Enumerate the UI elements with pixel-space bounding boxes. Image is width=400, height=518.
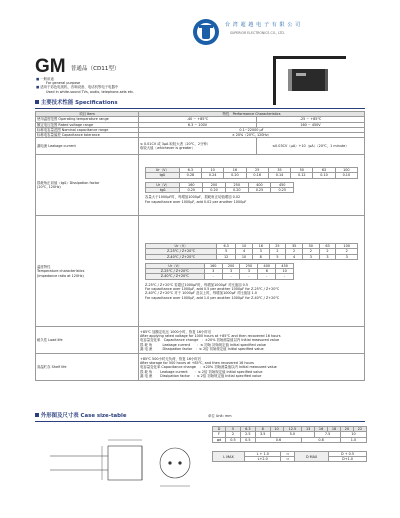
table-cell: 2 xyxy=(336,249,358,254)
table-cell: 0.20 xyxy=(224,173,246,178)
table-cell: 3 xyxy=(204,269,222,274)
table-cell: - xyxy=(204,274,222,279)
table-cell: 10 xyxy=(236,254,253,259)
table-cell: 16 xyxy=(252,244,269,249)
table-row xyxy=(36,216,365,327)
table-cell: D xyxy=(213,427,226,432)
series-model: GM xyxy=(35,56,66,77)
table-cell: 6.3 xyxy=(179,168,201,173)
case-drawing xyxy=(40,426,205,496)
table-cell: Ur（V） xyxy=(146,182,180,187)
product-photo-frame xyxy=(273,56,346,105)
table-cell: +85℃ 500小时无负荷，恢复 16小时后 After storage for 500 hours at +85℃, and then recovered 16 hours 电容量变化率 Capacitance change ：±20% 初始测量值以内 Initial measured value 损 耗 角 Leakage current ：≤ 2倍 初始规定值 Initial specified value 漏 电 流 Dissipation factor ：≤ 2倍 初始规定值 Initial specified value xyxy=(139,354,365,381)
table-cell: 2 xyxy=(269,249,286,254)
table-row xyxy=(36,138,365,155)
table-cell: 0.8 xyxy=(302,437,341,442)
table-cell: 100 xyxy=(336,244,358,249)
table-cell: Z-25℃ / Z+20℃ xyxy=(146,269,205,274)
table-cell: 160 xyxy=(180,182,203,187)
table-cell: 35 xyxy=(286,244,303,249)
table-cell: L + 1.0 xyxy=(245,451,281,456)
square-bullet-icon xyxy=(35,413,39,417)
table-cell: 8 xyxy=(252,254,269,259)
table-cell: 5 xyxy=(269,254,286,259)
table-cell: 10 xyxy=(340,432,366,437)
table-cell: φd xyxy=(213,437,226,442)
table-cell: 0.20 xyxy=(180,187,203,192)
table-cell: 3.5 xyxy=(255,432,270,437)
table-cell: Ur（V） 6.3 10 16 25 35 50 63 100 tgδ 0.28 0.24 0.20 0.16 0.14 0.12 0.10 0.10 Ur（V） 160 200 250 400 450 tgδ 0.20 0.20 0.20 0.25 0.25 容量大于1000μF时，每增加1000μF，损耗角正切值增加 0.02 For capacitance over 1000μF, add 0.02 per another 1000μF xyxy=(139,155,365,216)
table-cell: tgδ xyxy=(146,187,180,192)
table-cell: 5 xyxy=(226,427,241,432)
table-cell: +85℃ 加额定电压 1000小时，恢复 16小时后 After applying rated voltage for 1000 hours at +85℃ and then recovered 16 hours 电容量变化率 Capacitance change ：±20% 初始测量值以内 Initial measured value 损 耗 角 Leakage current ：≤ 初始 初始规定值 Initial specified value 漏 电 流 Dissipation factor ：≤ 2倍 初始规定值 Initial specified value xyxy=(139,327,365,354)
capacitor-image xyxy=(288,69,328,91)
table-cell: 4 xyxy=(236,249,253,254)
feature-item: ■ 适用于彩色电视机、音响设备、电话机等电子电器中 xyxy=(36,85,119,90)
table-cell: 18 xyxy=(328,427,341,432)
table-cell: 3 xyxy=(252,249,269,254)
square-bullet-icon xyxy=(35,100,39,104)
company-name: 台 湾 超 越 电 子 有 限 公 司 xyxy=(225,22,301,28)
case-heading: 外形图及尺寸表 Case size-table xyxy=(35,413,127,420)
table-cell: tgδ xyxy=(146,173,180,178)
table-cell: 250 xyxy=(240,263,258,268)
series-title xyxy=(35,57,120,77)
feature-item-en: Used in white-sound TVs, audio, telephone-sets etc. xyxy=(46,89,135,94)
table-cell: 标称电容量偏差 Capacitance tolerance xyxy=(36,133,139,138)
dimension-table xyxy=(212,426,367,462)
table-cell: 16 xyxy=(224,168,246,173)
table-cell: 250 xyxy=(225,182,248,187)
case-heading-rule xyxy=(35,421,365,422)
table-cell: 35 xyxy=(268,168,290,173)
table-cell: ⇔ xyxy=(281,451,295,456)
table-cell: 5.0 xyxy=(270,432,315,437)
table-cell: ± 20%（20℃, 120Hz） xyxy=(139,133,365,138)
table-cell: -40 ~ +85℃ xyxy=(139,117,257,122)
table-cell: L MAX xyxy=(213,451,245,462)
spec-table xyxy=(35,111,365,381)
table-cell: D+1.0 xyxy=(329,457,367,462)
table-row xyxy=(36,155,365,216)
table-cell: 0.24 xyxy=(202,173,224,178)
table-cell: 0.14 xyxy=(268,173,290,178)
table-cell: 20 xyxy=(340,427,353,432)
table-cell: 10 xyxy=(270,427,283,432)
table-cell: 6.3 ~ 100V xyxy=(139,122,257,127)
table-cell: 16 xyxy=(315,427,328,432)
table-cell: 50 xyxy=(291,168,313,173)
table-cell: 0.10 xyxy=(335,173,357,178)
table-cell: 25 xyxy=(269,244,286,249)
table-cell: 63 xyxy=(313,168,335,173)
table-cell: 2 xyxy=(286,249,303,254)
table-cell: 2 xyxy=(319,249,336,254)
table-cell: 6.3 xyxy=(240,427,255,432)
feature-item-en: For general purpose xyxy=(46,81,81,86)
unit-label: 单位 Unit: mm xyxy=(208,414,232,418)
table-cell: 标称电容量范围 Nominal capacitance range xyxy=(36,127,139,132)
table-cell: 损耗角正切值（tgδ）Dissipation factor (20℃, 120Hz) xyxy=(36,155,139,216)
table-cell: 0.20 xyxy=(203,187,226,192)
table-cell: D + 0.5 xyxy=(329,451,367,456)
table-cell: 0.25 xyxy=(271,187,294,192)
table-cell: Z-40℃ / Z+20℃ xyxy=(146,274,205,279)
table-cell: 63 xyxy=(319,244,336,249)
table-cell: 额定电压范围 Rated voltage range xyxy=(36,122,139,127)
series-subtitle: 普通品（CD11型） xyxy=(70,66,120,72)
table-cell: Ur（V） xyxy=(146,168,180,173)
table-cell: ≤0.03CV（μA）+10（μA）（20℃，1 minute） xyxy=(257,138,365,155)
table-cell: - xyxy=(258,274,276,279)
table-cell: 200 xyxy=(203,182,226,187)
table-cell: Ur（V） 6.3 10 16 25 35 50 63 100 Z-25℃ / Z+20℃ 5 4 3 2 2 2 2 2 Z-40℃ / Z+20℃ 12 10 8 5 4 3 3 3 Ur（V） 160 200 250 400 450 Z-25℃ / Z+20℃ 3 3 3 6 10 Z-40℃ / Z+20℃ - - - - - Z-25℃ / Z+20℃ 若超过1000μF时，每增加1000μF 对比值加 0.5 For capacitance over 1000μF, add 0.5 per another 1000μF for Z-25℃ / Z+20℃ Z-40℃ / Z+20℃ 对于 1000μF 及以上时，每增加1000μF 对比值加 1.0 For capacitance over 1000μF, add 1.0 per another 1000μF for Z-40℃ / Z+20℃ xyxy=(139,216,365,327)
table-cell: 6.3 xyxy=(217,244,236,249)
table-cell: 3 xyxy=(336,254,358,259)
table-cell: 10 xyxy=(276,269,294,274)
table-cell: 10 xyxy=(202,168,224,173)
table-row xyxy=(36,354,365,381)
table-cell: 100 xyxy=(335,168,357,173)
table-cell: 22 xyxy=(353,427,366,432)
table-cell: 耐久性 Load life xyxy=(36,327,139,354)
table-cell: 25 xyxy=(246,168,268,173)
table-cell: 450 xyxy=(276,263,294,268)
table-cell: - xyxy=(276,274,294,279)
table-cell: F xyxy=(213,432,226,437)
table-cell: 温度特性 Temperature characteristics (Impedance ratio at 120Hz) xyxy=(36,216,139,327)
table-cell: L+2.0 xyxy=(245,457,281,462)
table-cell: - xyxy=(240,274,258,279)
table-cell: Z-25℃ / Z+20℃ xyxy=(146,249,217,254)
table-cell: 漏电流 Leakage current xyxy=(36,138,139,155)
table-row xyxy=(36,327,365,354)
table-cell: 12.5 xyxy=(283,427,302,432)
table-cell: 160 xyxy=(204,263,222,268)
table-cell: 0.20 xyxy=(225,187,248,192)
table-cell: 12 xyxy=(217,254,236,259)
table-cell: 13 xyxy=(302,427,315,432)
spec-heading: 主要技术性能 Specifications xyxy=(35,100,118,107)
table-cell: 4 xyxy=(286,254,303,259)
table-cell: 6 xyxy=(258,269,276,274)
table-cell: 2.5 xyxy=(240,432,255,437)
capacitor-end-view xyxy=(160,448,190,478)
table-cell: 10 xyxy=(236,244,253,249)
table-cell: 0.16 xyxy=(246,173,268,178)
table-cell: 160 ~ 450V xyxy=(257,122,365,127)
table-cell: 1.0 xyxy=(340,437,366,442)
feature-list xyxy=(36,77,134,94)
table-cell: 0.1~22000 μF xyxy=(139,127,365,132)
table-cell: 0.25 xyxy=(248,187,271,192)
table-cell: 3 xyxy=(319,254,336,259)
table-cell: 0.6 xyxy=(255,437,301,442)
table-row xyxy=(213,437,367,442)
table-cell: ⇔ xyxy=(281,457,295,462)
table-cell: 0.10 xyxy=(313,173,335,178)
table-cell: Ur（V） xyxy=(146,263,205,268)
spec-heading-rule xyxy=(35,108,365,109)
table-cell: 3 xyxy=(222,269,240,274)
table-cell: 0.28 xyxy=(179,173,201,178)
feature-item: ■ 一般用途 xyxy=(36,77,54,81)
table-cell: 200 xyxy=(222,263,240,268)
company-logo xyxy=(193,19,219,45)
table-cell: 5 xyxy=(217,249,236,254)
table-cell: 3 xyxy=(302,254,319,259)
table-cell: 8 xyxy=(255,427,270,432)
spec-header-item: 项目 Item xyxy=(36,112,139,117)
table-cell: Ur（V） xyxy=(146,244,217,249)
table-cell: 2 xyxy=(302,249,319,254)
capacitor-body-outline xyxy=(108,446,142,480)
table-cell: - xyxy=(222,274,240,279)
table-cell: 使用温度范围 Operating temperature range xyxy=(36,117,139,122)
table-cell: 0.5 xyxy=(240,437,255,442)
table-row xyxy=(36,117,365,122)
table-cell: Z-40℃ / Z+20℃ xyxy=(146,254,217,259)
table-cell: -25 ~ +85℃ xyxy=(257,117,365,122)
spec-header-perf: 特性 Performance Characteristics xyxy=(139,112,365,117)
table-cell: 0.5 xyxy=(226,437,241,442)
table-cell: 高温贮存 Shelf life xyxy=(36,354,139,381)
table-cell: 50 xyxy=(302,244,319,249)
table-cell: 2 xyxy=(226,432,241,437)
table-row xyxy=(36,122,365,127)
table-cell: 7.5 xyxy=(315,432,341,437)
table-cell: ≤ 0.01CV 或 3μA 取较大者（20℃，2分钟） 取较大值（whichever is greater） xyxy=(139,138,257,155)
table-cell: 3 xyxy=(240,269,258,274)
table-cell: D MAX xyxy=(295,451,329,462)
table-cell: 450 xyxy=(271,182,294,187)
table-cell: 400 xyxy=(258,263,276,268)
table-cell: 400 xyxy=(248,182,271,187)
table-cell: 0.12 xyxy=(291,173,313,178)
company-name-en: SUPERIOR ELECTRONICS CO., LTD. xyxy=(230,31,285,35)
